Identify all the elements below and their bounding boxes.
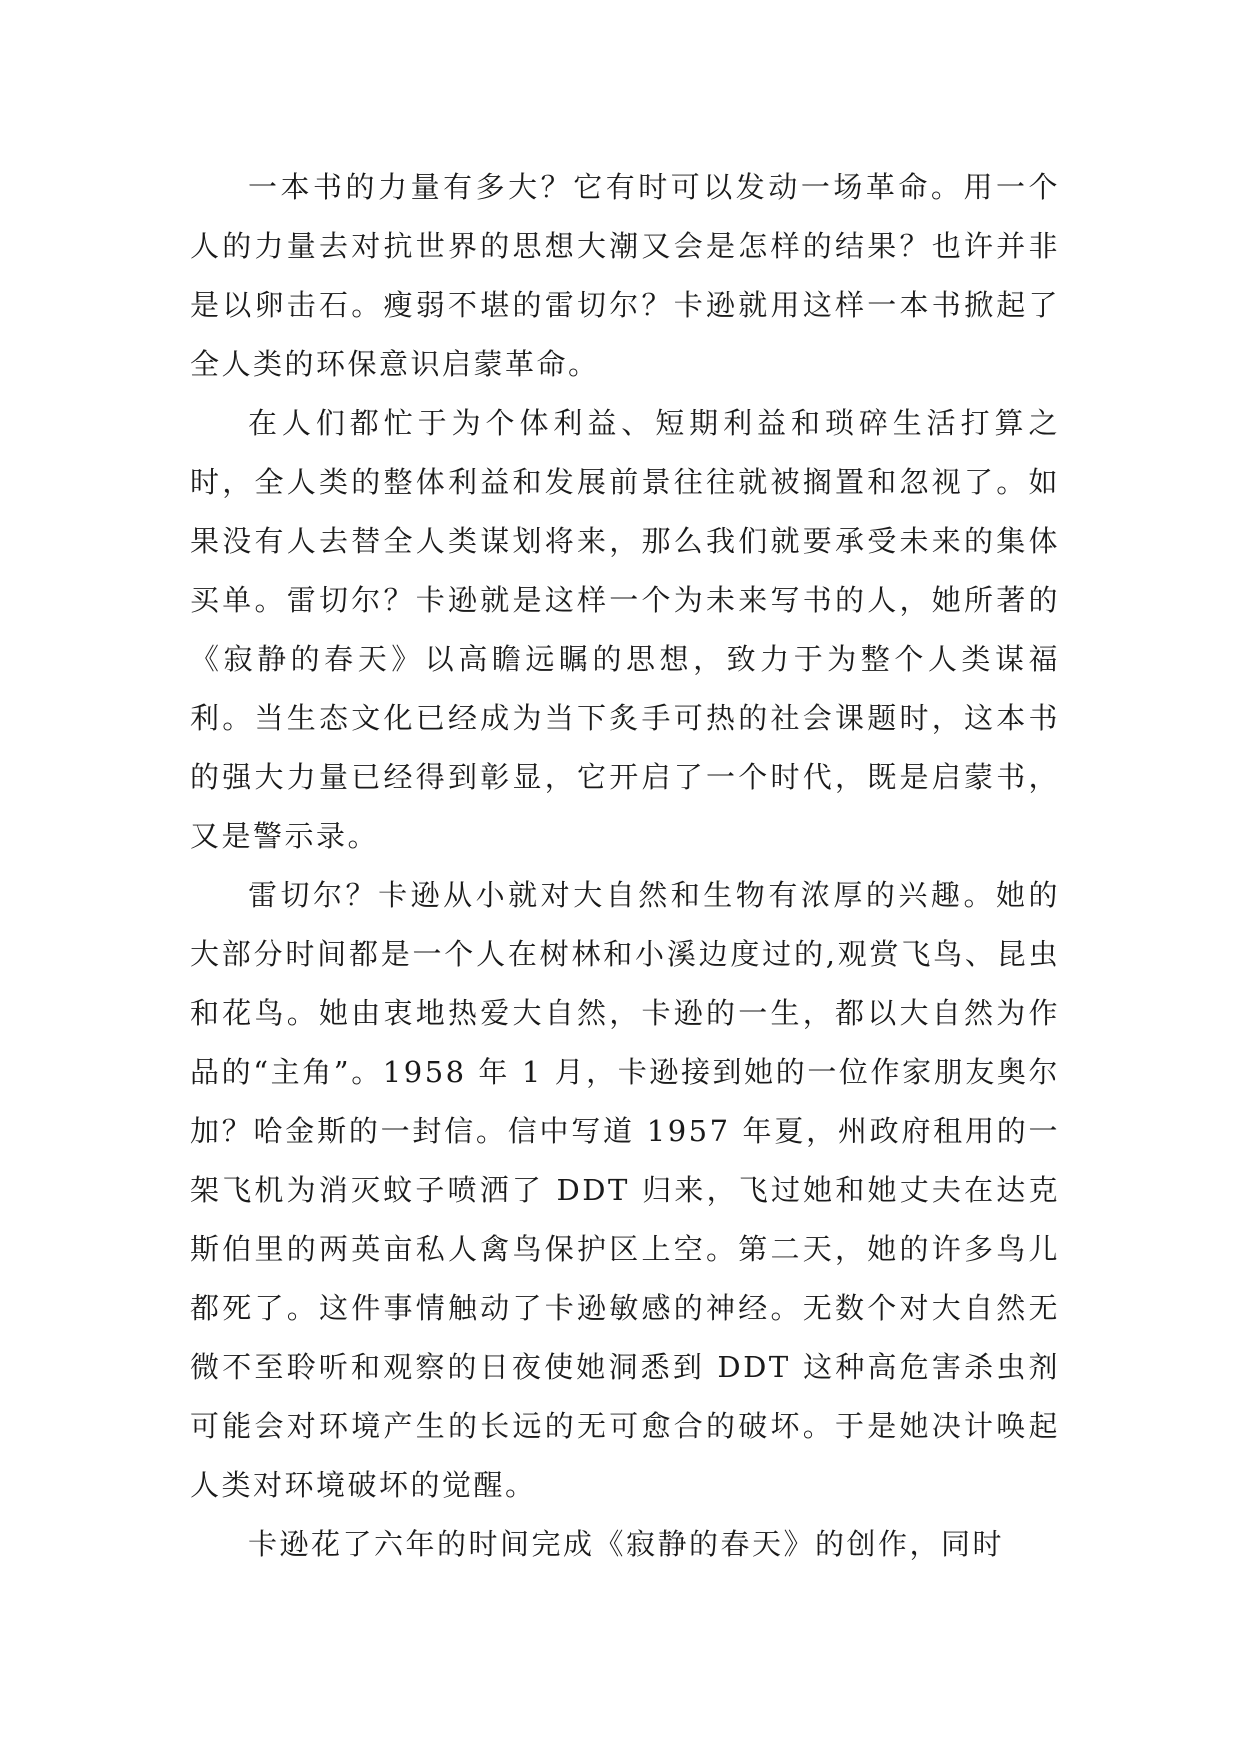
paragraph-1: 一本书的力量有多大？它有时可以发动一场革命。用一个人的力量去对抗世界的思想大潮又会是怎样的结果？也许并非是以卵击石。瘦弱不堪的雷切尔？卡逊就用这样一本书掀起了全人类的环保意识启蒙革命。 bbox=[190, 170, 1060, 381]
paragraph-3: 雷切尔？卡逊从小就对大自然和生物有浓厚的兴趣。她的大部分时间都是一个人在树林和小溪边度过的,观赏飞鸟、昆虫和花鸟。她由衷地热爱大自然，卡逊的一生，都以大自然为作品的“主角”。1958 年 1 月，卡逊接到她的一位作家朋友奥尔加？哈金斯的一封信。信中写道 1957 年夏，州政府租用的一架飞机为消灭蚊子喷洒了 DDT 归来，飞过她和她丈夫在达克斯伯里的两英亩私人禽鸟保护区上空。第二天，她的许多鸟儿都死了。这件事情触动了卡逊敏感的神经。无数个对大自然无微不至聆听和观察的日夜使她洞悉到 DDT 这种高危害杀虫剂可能会对环境产生的长远的无可愈合的破坏。于是她决计唤起人类对环境破坏的觉醒。 bbox=[190, 878, 1060, 1502]
paragraph-4: 卡逊花了六年的时间完成《寂静的春天》的创作，同时 bbox=[248, 1527, 1005, 1561]
paragraph-2: 在人们都忙于为个体利益、短期利益和琐碎生活打算之时，全人类的整体利益和发展前景往往就被搁置和忽视了。如果没有人去替全人类谋划将来，那么我们就要承受未来的集体买单。雷切尔？卡逊就是这样一个为未来写书的人，她所著的《寂静的春天》以高瞻远瞩的思想，致力于为整个人类谋福利。当生态文化已经成为当下炙手可热的社会课题时，这本书的强大力量已经得到彰显，它开启了一个时代，既是启蒙书，又是警示录。 bbox=[190, 406, 1060, 853]
document-body bbox=[190, 158, 1060, 1574]
